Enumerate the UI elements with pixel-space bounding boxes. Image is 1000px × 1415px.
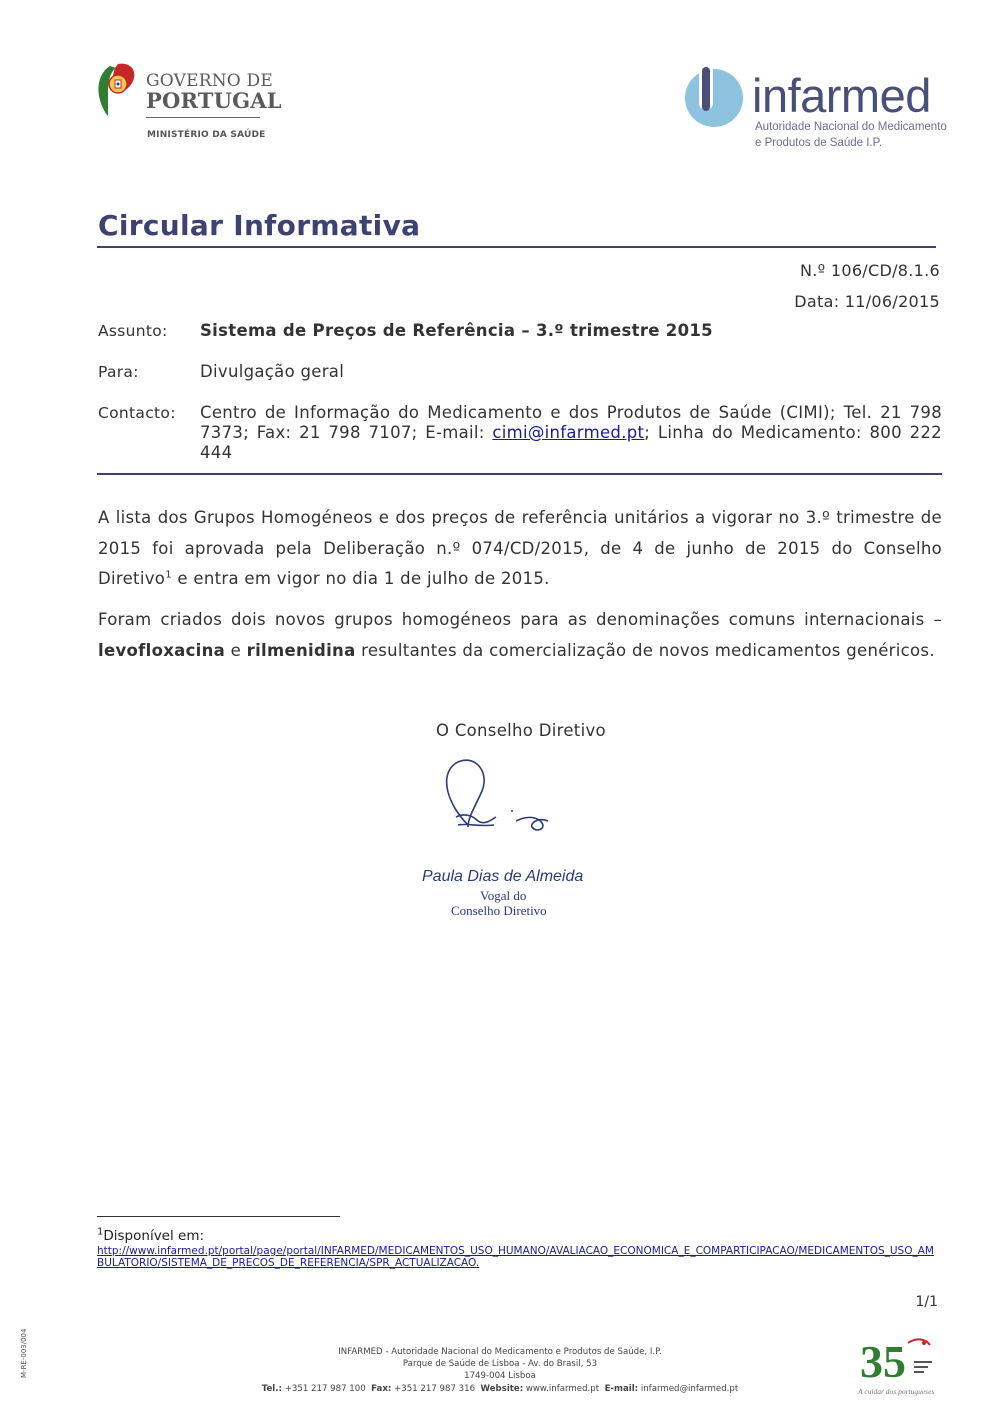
handwritten-signature xyxy=(438,755,558,840)
footnote-divider xyxy=(97,1216,340,1217)
contact-text-end: ; Linha do Medicamento: 800 222 444 xyxy=(200,423,942,462)
document-title: Circular Informativa xyxy=(98,209,421,242)
logo-divider xyxy=(146,117,260,118)
footnote-label-text: Disponível em: xyxy=(103,1228,205,1244)
body-paragraph-2 xyxy=(98,605,942,666)
footer-address: Parque de Saúde de Lisboa - Av. do Brasil, 53 xyxy=(402,1359,598,1369)
government-name-line1: GOVERNO DE xyxy=(146,71,273,91)
footer-organization: INFARMED - Autoridade Nacional do Medicamento e Produtos de Saúde, I.P. xyxy=(338,1347,662,1357)
paragraph-1-text: A lista dos Grupos Homogéneos e dos preços de referência unitários a vigorar no 3.º trimestre de 2015 foi aprovada pela Deliberação n.º 074/CD/2015, de 4 de junho de 2015 do Conselho Diretivo xyxy=(98,508,942,588)
footnote-number: 1 xyxy=(97,1226,104,1238)
footnote-url-link[interactable]: http://www.infarmed.pt/portal/page/portal/INFARMED/MEDICAMENTOS_USO_HUMANO/AVALIACAO_ECONOMICA_E_COMPARTICIPACAO/MEDICAMENTOS_USO_AMBULATORIO/SISTEMA_DE_PRECOS_DE_REFERENCIA/SPR_ACTUALIZACAO. xyxy=(97,1245,934,1269)
drug-name-rilmenidina: rilmenidina xyxy=(246,640,356,660)
paragraph-1-text-end: e entra em vigor no dia 1 de julho de 2015. xyxy=(171,569,550,588)
contact-email-link[interactable]: cimi@infarmed.pt xyxy=(492,423,645,442)
paragraph-2-text: Foram criados dois novos grupos homogéneos para as denominações comuns internacionais – xyxy=(98,610,942,629)
footnote-reference: 1 xyxy=(165,569,172,581)
footer-tel: +351 217 987 100 xyxy=(284,1384,366,1394)
portugal-coat-of-arms-logo xyxy=(96,62,136,116)
recipient-value: Divulgação geral xyxy=(200,362,345,381)
paragraph-2-text-end: resultantes da comercialização de novos medicamentos genéricos. xyxy=(355,640,935,660)
header-bottom-divider xyxy=(97,473,942,475)
page-number: 1/1 xyxy=(915,1294,938,1310)
footer-email-link[interactable]: infarmed@infarmed.pt xyxy=(640,1384,739,1394)
contact-value xyxy=(200,403,942,463)
footer-fax-label: Fax: xyxy=(371,1384,392,1394)
circular-number: N.º 106/CD/8.1.6 xyxy=(799,261,940,280)
subject-label: Assunto: xyxy=(98,322,168,340)
circular-date: Data: 11/06/2015 xyxy=(794,292,940,311)
infarmed-subtitle-line1: Autoridade Nacional do Medicamento xyxy=(755,121,947,133)
paragraph-2-conjunction: e xyxy=(225,640,247,660)
footer-email-label: E-mail: xyxy=(604,1384,639,1394)
infarmed-subtitle-line2: e Produtos de Saúde I.P. xyxy=(755,137,883,149)
footer-fax: +351 217 987 316 xyxy=(394,1384,476,1394)
footer-website-label: Website: xyxy=(480,1384,524,1394)
sns-35-anniversary-logo xyxy=(860,1335,940,1385)
body-paragraph-1 xyxy=(98,503,942,595)
drug-name-levofloxacina: levofloxacina xyxy=(98,640,226,660)
signatory-name: Paula Dias de Almeida xyxy=(422,868,584,885)
infarmed-wordmark: infarmed xyxy=(752,69,931,122)
infarmed-logo-icon xyxy=(683,64,745,128)
footer-tel-label: Tel.: xyxy=(261,1384,282,1394)
recipient-label: Para: xyxy=(98,363,139,381)
document-form-code: M-RE-003/004 xyxy=(20,1328,28,1378)
contact-text-start: Centro de Informação do Medicamento e dos Produtos de Saúde (CIMI); Tel. 21 798 7373; Fax: 21 798 7107; E-mail: xyxy=(200,403,942,442)
footer-postal-code: 1749-004 Lisboa xyxy=(464,1371,536,1381)
footer-website-link[interactable]: www.infarmed.pt xyxy=(525,1384,600,1394)
ministry-name: MINISTÉRIO DA SAÚDE xyxy=(147,130,266,140)
footer-contacts xyxy=(150,1384,850,1394)
footnote-label xyxy=(97,1228,204,1244)
signatory-role-line2: Conselho Diretivo xyxy=(451,903,547,918)
subject-value: Sistema de Preços de Referência – 3.º trimestre 2015 xyxy=(200,321,713,340)
title-divider xyxy=(97,246,936,248)
anniversary-number: 35 xyxy=(860,1336,906,1385)
anniversary-tagline: A cuidar dos portugueses xyxy=(858,1387,935,1396)
contact-label: Contacto: xyxy=(98,404,176,422)
council-signoff: O Conselho Diretivo xyxy=(436,721,606,740)
signatory-role-line1: Vogal do xyxy=(480,888,527,903)
government-name-line2: PORTUGAL xyxy=(146,88,282,113)
